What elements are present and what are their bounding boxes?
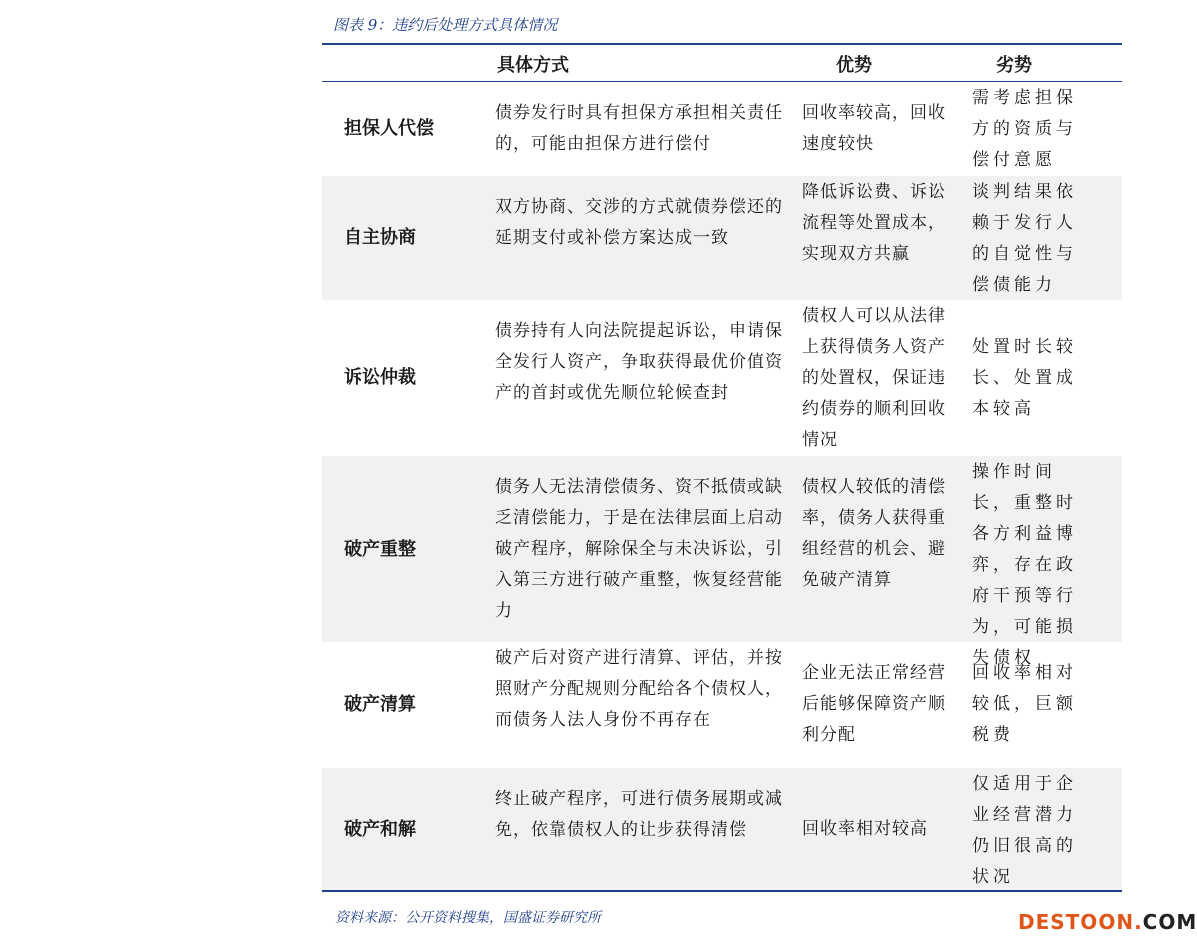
row-adv: 回收率较高，回收速度较快 bbox=[802, 103, 946, 154]
header-method: 具体方式 bbox=[497, 55, 569, 76]
row-dis: 回收率相对较低，巨额税费 bbox=[972, 663, 1077, 745]
row-name: 担保人代偿 bbox=[344, 118, 434, 139]
row-dis: 谈判结果依赖于发行人的自觉性与偿债能力 bbox=[972, 182, 1077, 295]
watermark-suffix: COM bbox=[1142, 910, 1197, 934]
table-row bbox=[322, 300, 1122, 456]
row-desc: 债务人无法清偿债务、资不抵债或缺乏清偿能力，于是在法律层面上启动破产程序，解除保全与未决诉讼，引入第三方进行破产重整，恢复经营能力 bbox=[495, 477, 783, 621]
row-adv: 降低诉讼费、诉讼流程等处置成本，实现双方共赢 bbox=[802, 182, 946, 264]
row-adv: 企业无法正常经营后能够保障资产顺利分配 bbox=[802, 663, 946, 745]
row-dis: 需考虑担保方的资质与偿付意愿 bbox=[972, 88, 1077, 170]
header-advantage: 优势 bbox=[836, 55, 872, 76]
table-row bbox=[322, 768, 1122, 890]
source-note: 资料来源：公开资料搜集，国盛证券研究所 bbox=[335, 910, 601, 926]
table-row bbox=[322, 642, 1122, 768]
row-desc: 终止破产程序，可进行债务展期或减免，依靠债权人的让步获得清偿 bbox=[495, 789, 783, 840]
row-dis: 操作时间长，重整时各方利益博弈，存在政府干预等行为，可能损失债权 bbox=[972, 462, 1077, 668]
row-name: 破产和解 bbox=[344, 819, 416, 840]
row-desc: 双方协商、交涉的方式就债券偿还的延期支付或补偿方案达成一致 bbox=[495, 197, 783, 248]
row-dis: 仅适用于企业经营潜力仍旧很高的状况 bbox=[972, 774, 1077, 887]
table-row bbox=[322, 176, 1122, 300]
row-name: 诉讼仲裁 bbox=[344, 367, 416, 388]
watermark-dot: . bbox=[1134, 910, 1143, 934]
watermark-main: DESTOON bbox=[1018, 910, 1135, 934]
table-row bbox=[322, 456, 1122, 668]
row-name: 破产重整 bbox=[344, 539, 416, 560]
row-adv: 回收率相对较高 bbox=[802, 819, 928, 839]
table-header bbox=[322, 45, 1122, 82]
row-name: 破产清算 bbox=[344, 694, 416, 715]
row-name: 自主协商 bbox=[344, 227, 416, 248]
row-desc: 破产后对资产进行清算、评估，并按照财产分配规则分配给各个债权人，而债务人法人身份不再存在 bbox=[495, 648, 783, 730]
row-adv: 债权人可以从法律上获得债务人资产的处置权，保证违约债券的顺利回收情况 bbox=[802, 306, 946, 450]
figure-caption: 图表 9：违约后处理方式具体情况 bbox=[333, 16, 558, 34]
site-watermark bbox=[1018, 910, 1197, 934]
header-disadvantage: 劣势 bbox=[996, 55, 1032, 76]
row-desc: 债券持有人向法院提起诉讼，申请保全发行人资产，争取获得最优价值资产的首封或优先顺位轮候查封 bbox=[495, 321, 783, 403]
table-row bbox=[322, 82, 1122, 176]
row-adv: 债权人较低的清偿率，债务人获得重组经营的机会、避免破产清算 bbox=[802, 477, 946, 590]
table-bottom-rule bbox=[322, 890, 1122, 892]
row-desc: 债券发行时具有担保方承担相关责任的，可能由担保方进行偿付 bbox=[495, 103, 783, 154]
row-dis: 处置时长较长、处置成本较高 bbox=[972, 337, 1077, 419]
